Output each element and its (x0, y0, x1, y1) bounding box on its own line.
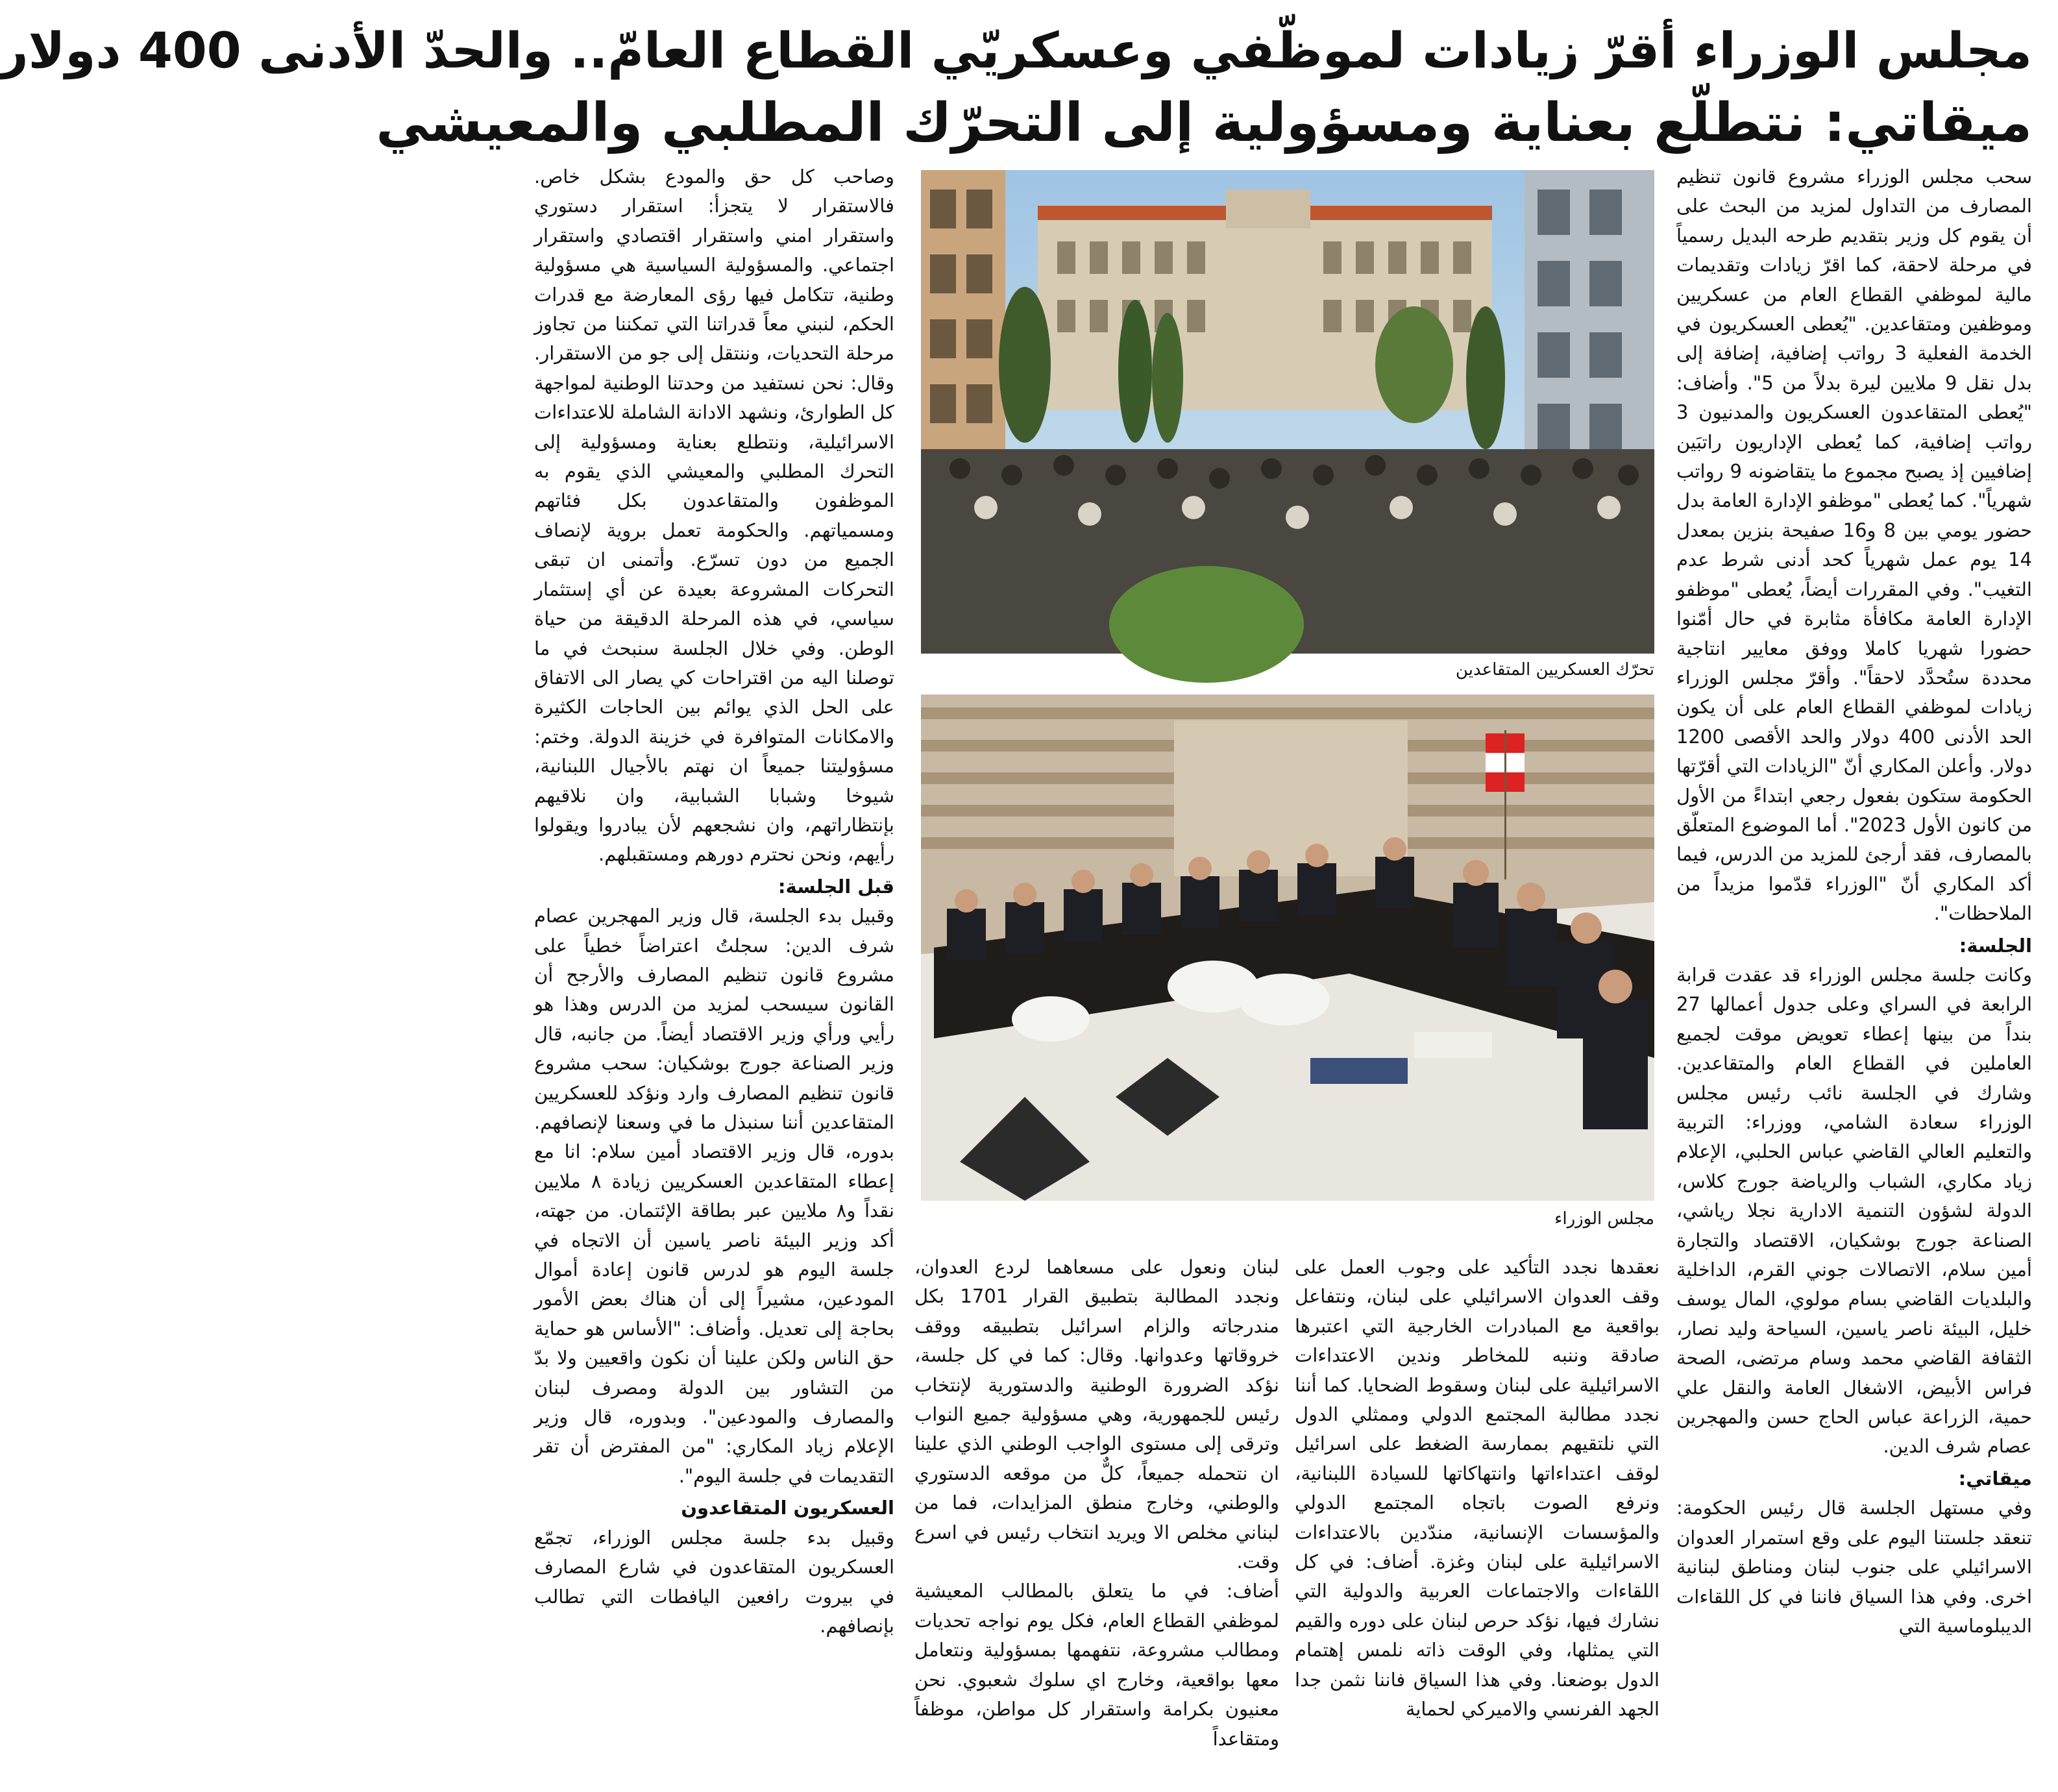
headline-secondary: ميقاتي: نتطلّع بعناية ومسؤولية إلى التحرّك المطلبي والمعيشي (376, 92, 2032, 154)
paragraph: نعقدها نجدد التأكيد على وجوب العمل على وقف العدوان الاسرائيلي على لبنان، ونتفاعل بواقعية مع المبادرات الخارجية التي اعتبرها صادقة وننبه للمخاطر وندين الاعتداءات الاسرائيلية على لبنان وسقوط الضحايا. كما أننا نجدد مطالبة المجتمع الدولي وممثلي الدول التي نلتقيهم بممارسة الضغط على اسرائيل لوقف اعتداءاتها وانتهاكاتها للسيادة اللبنانية، ونرفع الصوت باتجاه المجتمع الدولي والمؤسسات الإنسانية، مندّدين بالاعتداءات الاسرائيلية على لبنان وغزة. أضاف: في كل اللقاءات والاجتماعات العربية والدولية التي نشارك فيها، نؤكد حرص لبنان على دوره والقيم التي يمثلها، وفي الوقت ذاته نلمس إهتمام الدول بوضعنا. وفي هذا السياق فاننا نثمن جدا الجهد الفرنسي والاميركي لحماية (1295, 1256, 1660, 1721)
subheading-mikati: ميقاتي: (1958, 1467, 2032, 1490)
protest-photo (921, 170, 1654, 654)
paragraph: لبنان ونعول على مسعاهما لردع العدوان، ونجدد المطالبة بتطبيق القرار 1701 بكل مندرجاته والزام اسرائيل بتطبيقه ووقف خروقاتها وعدوانها. وقال: كما في كل جلسة، نؤكد الضرورة الوطنية والدستورية لإنتخاب رئيس للجمهورية، وهي مسؤولية جميع النواب وترقى إلى مستوى الواجب الوطني الذي علينا ان نتحمله جميعاً، كلٌّ من موقعه الدستوري والوطني، وخارج منطق المزايدات، فما من لبناني مخلص الا ويريد انتخاب رئيس في اسرع وقت. (914, 1256, 1279, 1573)
article-column-4 (534, 162, 894, 1782)
paragraph: وفي مستهل الجلسة قال رئيس الحكومة: تنعقد جلستنا اليوم على وقع استمرار العدوان الاسرائيلي على جنوب لبنان ومناطق لبنانية اخرى. وفي هذا السياق فاننا في كل اللقاءات الديبلوماسية التي (1676, 1497, 2032, 1637)
cabinet-photo-caption: مجلس الوزراء (1554, 1209, 1654, 1229)
headline-primary: مجلس الوزراء أقرّ زيادات لموظّفي وعسكريّي القطاع العامّ.. والحدّ الأدنى 400 دولار (0, 21, 2032, 79)
paragraph: سحب مجلس الوزراء مشروع قانون تنظيم المصارف من التداول لمزيد من البحث على أن يقوم كل وزير بتقديم طرحه البديل رسمياً في مرحلة لاحقة، كما اقرّ زيادات وتقديمات مالية لموظفي القطاع العام من عسكريين وموظفين ومتقاعدين. "يُعطى العسكريون في الخدمة الفعلية 3 رواتب إضافية، إضافة إلى بدل نقل 9 ملايين ليرة بدلاً من 5". وأضاف: "يُعطى المتقاعدون العسكريون والمدنيون 3 رواتب إضافية، كما يُعطى الإداريون راتبَين إضافيين إذ يصبح مجموع ما يتقاضونه 9 رواتب شهرياً". كما يُعطى "موظفو الإدارة العامة بدل حضور يومي بين 8 و16 صفيحة بنزين بمعدل 14 يوم عمل شهرياً كحد أدنى شرط عدم التغيب". وفي المقررات أيضاً، يُعطى "موظفو الإدارة العامة مكافأة مثابرة في حال أمّنوا حضورا شهريا كاملا ووفق معايير انتاجية محددة ستُحدَّد لاحقاً". وأقرّ مجلس الوزراء زيادات لموظفي القطاع العام على أن يكون الحد الأدنى 400 دولار والحد الأقصى 1200 دولار. وأعلن المكاري أنّ "الزيادات التي أقرّتها الحكومة ستكون بفعول رجعي ابتداءً من الأول من كانون الأول 2023". أما الموضوع المتعلّق بالمصارف، فقد أرجئ للمزيد من الدرس، فيما أكد المكاري أنّ "الوزراء قدّموا مزيداً من الملاحظات". (1676, 166, 2033, 925)
paragraph: وكانت جلسة مجلس الوزراء قد عقدت قرابة الرابعة في السراي وعلى جدول أعمالها 27 بنداً من بينها إعطاء تعويض موقت لجميع العاملين في القطاع العام والمتقاعدين. وشارك في الجلسة نائب رئيس مجلس الوزراء سعادة الشامي، ووزراء: التربية والتعليم العالي القاضي عباس الحلبي، الإعلام زياد مكاري، الشباب والرياضة جورج كلاس، الدولة لشؤون التنمية الادارية نجلا رياشي، الصناعة جورج بوشكيان، الاقتصاد والتجارة أمين سلام، الاتصالات جوني القرم، الداخلية والبلديات القاضي بسام مولوي، المال يوسف خليل، البيئة ناصر ياسين، السياحة وليد نصار، الثقافة القاضي محمد وسام مرتضى، الصحة فراس الأبيض، الاشغال العامة والنقل علي حمية، الزراعة عباس الحاج حسن والمهجرين عصام شرف الدين. (1676, 963, 2032, 1458)
protest-photo-caption: تحرّك العسكريين المتقاعدين (1455, 660, 1654, 680)
paragraph: وقبيل بدء الجلسة، قال وزير المهجرين عصام شرف الدين: سجلتُ اعتراضاً خطياً على مشروع قانون تنظيم المصارف والأرجح أن القانون سيسحب لمزيد من الدرس وهذا هو رأيي ورأي وزير الاقتصاد أيضاً. من جانبه، قال وزير الصناعة جورج بوشكيان: سحب مشروع قانون تنظيم المصارف وارد ونؤكد للعسكريين المتقاعدين أننا سنبذل ما في وسعنا لإنصافهم. بدوره، قال وزير الاقتصاد أمين سلام: انا مع إعطاء المتقاعدين العسكريين زيادة ٨ ملايين نقداً و٨ ملايين عبر بطاقة الإئتمان. من جهته، أكد وزير البيئة ناصر ياسين أن الاتجاه في جلسة اليوم هو لدرس قانون إعادة أموال المودعين، مشيراً إلى أن هناك بعض الأمور بحاجة إلى تعديل. وأضاف: "الأساس هو حماية حق الناس ولكن علينا أن نكون واقعيين ولا بدّ من التشاور بين الدولة ومصرف لبنان والمصارف والمودعين". وبدوره، قال وزير الإعلام زياد المكاري: "من المفترض أن تقر التقديمات في جلسة اليوم". (534, 905, 894, 1487)
article-column-1 (1676, 162, 2032, 1782)
subheading-session: الجلسة: (1959, 934, 2032, 957)
subheading-before-session: قبل الجلسة: (778, 875, 894, 898)
cabinet-photo (921, 694, 1654, 1201)
paragraph: أضاف: في ما يتعلق بالمطالب المعيشية لموظفي القطاع العام، فكل يوم نواجه تحديات ومطالب مشروعة، نتفهمها بمسؤولية ونتعامل معها بواقعية، وخارج اي سلوك شعبوي. نحن معنيون بكرامة واستقرار كل مواطن، موظفاً ومتقاعداً (914, 1580, 1279, 1750)
paragraph: وصاحب كل حق والمودع بشكل خاص. فالاستقرار لا يتجزأ: استقرار دستوري واستقرار امني واستقرار اقتصادي واستقرار اجتماعي. والمسؤولية السياسية هي مسؤولية وطنية، تتكامل فيها رؤى المعارضة مع قدرات الحكم، لنبني معاً قدراتنا التي تمكننا من تجاوز مرحلة التحديات، وننتقل إلى جو من الاستقرار. وقال: نحن نستفيد من وحدتنا الوطنية لمواجهة كل الطوارئ، ونشهد الادانة الشاملة للاعتداءات الاسرائيلية، ونتطلع بعناية ومسؤولية إلى التحرك المطلبي والمعيشي الذي يقوم به الموظفون والمتقاعدون بكل فئاتهم ومسمياتهم. والحكومة تعمل بروية لإنصاف الجميع من دون تسرّع. وأتمنى ان تبقى التحركات المشروعة بعيدة عن أي إستثمار سياسي، في هذه المرحلة الدقيقة من حياة الوطن. وفي خلال الجلسة سنبحث في ما توصلنا اليه من اقتراحات كي يصار الى الاتفاق على الحل الذي يوائم بين الحاجات الكثيرة والامكانات المتوافرة في خزينة الدولة. وختم: مسؤوليتنا جميعاً ان نهتم بالأجيال اللبنانية، شيوخا وشبابا الشبابية، وان نلاقيهم بإنتظاراتهم، وان نشجعهم لأن يبادروا ويقولوا رأيهم، ونحن نحترم دورهم ومستقبلهم. (534, 166, 894, 866)
subheading-retired-soldiers: العسكريون المتقاعدون (681, 1497, 894, 1519)
article-column-2 (1295, 1253, 1660, 1782)
paragraph: وقبيل بدء جلسة مجلس الوزراء، تجمّع العسكريون المتقاعدون في شارع المصارف في بيروت رافعين اليافطات التي تطالب بإنصافهم. (534, 1526, 894, 1637)
article-column-3 (914, 1253, 1279, 1782)
